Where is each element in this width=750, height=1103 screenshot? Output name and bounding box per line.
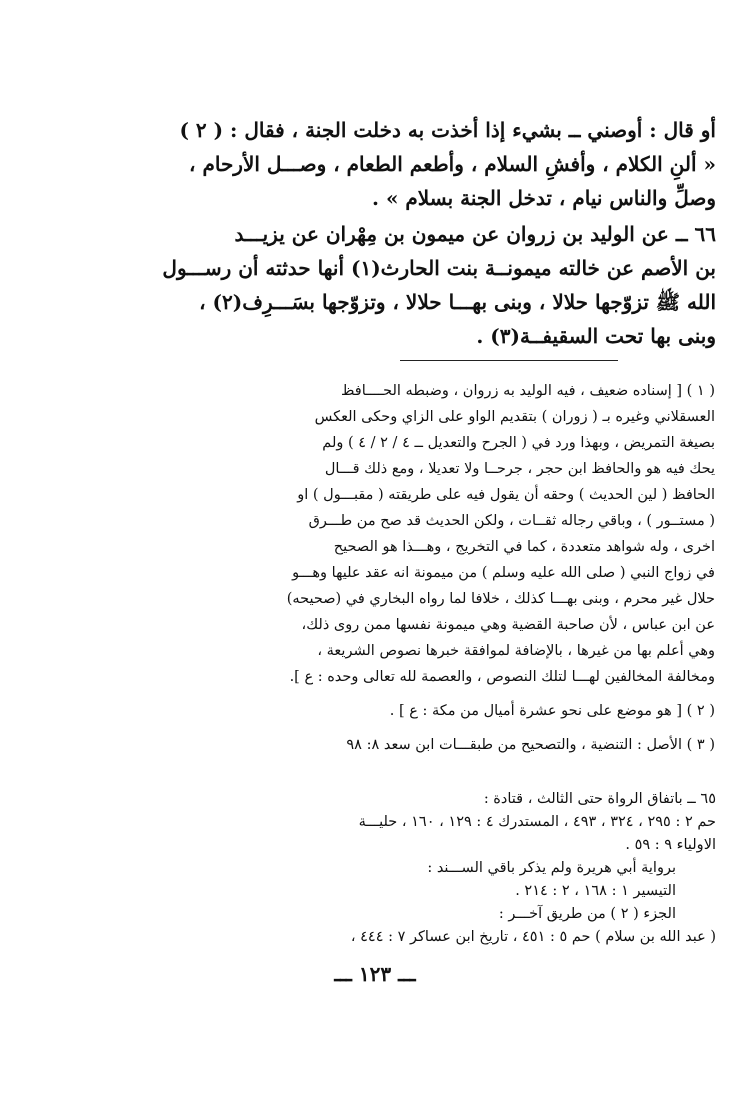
footnote-1-line: بصيغة التمريض ، وبهذا ورد في ( الجرح والتعديل ــ ٤ / ٢ / ٤ ) ولم xyxy=(322,435,715,451)
footnote-1-line: ومخالفة المخالفين لهـــا لتلك النصوص ، والعصمة لله تعالى وحده : ع ]. xyxy=(289,669,715,685)
footnote-1-line: وهي أعلم بها من غيرها ، بالإضافة لموافقة خبرها نصوص الشريعة ، xyxy=(317,643,715,659)
footnote-divider xyxy=(400,360,618,361)
footnote-1-line: اخرى ، وله شواهد متعددة ، كما في التخريج ، وهـــذا هو الصحيح xyxy=(333,539,715,555)
hadith-66-line: الله ﷺ تزوّجها حلالا ، وبنى بهـــا حلالا ، وتزوّجها بسَـــرِف(٢) ، xyxy=(199,290,716,314)
main-line: وصلِّ والناس نيام ، تدخل الجنة بسلام » . xyxy=(372,186,716,210)
main-line: « ألنِ الكلام ، وأفشِ السلام ، وأطعم الطعام ، وصـــل الأرحام ، xyxy=(189,152,716,176)
reference-line: الاولياء ٩ : ٥٩ . xyxy=(625,837,716,853)
footnote-1-line: الحافظ ( لين الحديث ) وحقه أن يقول فيه على طريقته ( مقبـــول ) او xyxy=(297,487,715,503)
reference-line: التيسير ١ : ١٦٨ ، ٢ : ٢١٤ . xyxy=(515,883,676,899)
main-text xyxy=(96,113,716,353)
footnote-1-line: يحك فيه هو والحافظ ابن حجر ، جرحــا ولا تعديلا ، ومع ذلك قـــال xyxy=(324,461,715,477)
footnote-2: ( ٢ ) [ هو موضع على نحو عشرة أميال من مكة : ع ] . xyxy=(389,703,715,719)
hadith-66-line: وبنى بها تحت السقيفــة(٣) . xyxy=(476,324,716,348)
hadith-66-line: ٦٦ ــ عن الوليد بن زروان عن ميمون بن مِهْران عن يزيـــد xyxy=(234,222,716,246)
reference-line: ( عبد الله بن سلام ) حم ٥ : ٤٥١ ، تاريخ ابن عساكر ٧ : ٤٤٤ ، xyxy=(350,929,716,945)
reference-line: الجزء ( ٢ ) من طريق آخـــر : xyxy=(498,906,676,922)
footnote-1-line: العسقلاني وغيره بـ ( زوران ) بتقديم الواو على الزاي وحكى العكس xyxy=(314,409,715,425)
footnote-1-line: في زواج النبي ( صلى الله عليه وسلم ) من ميمونة انه عقد عليها وهـــو xyxy=(292,565,715,581)
hadith-66-line: بن الأصم عن خالته ميمونــة بنت الحارث(١) أنها حدثته أن رســـول xyxy=(162,256,716,280)
footnote-1-line: حلال غير محرم ، وبنى بهـــا كذلك ، خلافا لما رواه البخاري في (صحيحه) xyxy=(286,591,715,607)
footnote-1-line: عن ابن عباس ، لأن صاحبة القضية وهي ميمونة نفسها ممن روى ذلك، xyxy=(301,617,715,633)
reference-line: ٦٥ ــ باتفاق الرواة حتى الثالث ، قتادة : xyxy=(483,791,716,807)
footnotes xyxy=(100,378,715,758)
takhrij-references xyxy=(96,788,716,949)
reference-line: حم ٢ : ٢٩٥ ، ٣٢٤ ، ٤٩٣ ، المستدرك ٤ : ١٢٩ ، ١٦٠ ، حليـــة xyxy=(358,814,716,830)
reference-line: برواية أبي هريرة ولم يذكر باقي الســـند : xyxy=(427,860,676,876)
footnote-3: ( ٣ ) الأصل : التنضية ، والتصحيح من طبقـــات ابن سعد ٨: ٩٨ xyxy=(346,737,715,753)
main-line: أو قال : أوصني ــ بشيء إذا أخذت به دخلت الجنة ، فقال : ( ٢ ) xyxy=(179,118,716,142)
footnote-1-line: ( مستــور ) ، وباقي رجاله ثقــات ، ولكن الحديث قد صح من طـــرق xyxy=(308,513,715,529)
page-number: ـــ ١٢٣ ـــ xyxy=(334,962,416,986)
footnote-1-line: ( ١ ) [ إسناده ضعيف ، فيه الوليد به زروان ، وضبطه الحــــافظ xyxy=(341,383,715,399)
